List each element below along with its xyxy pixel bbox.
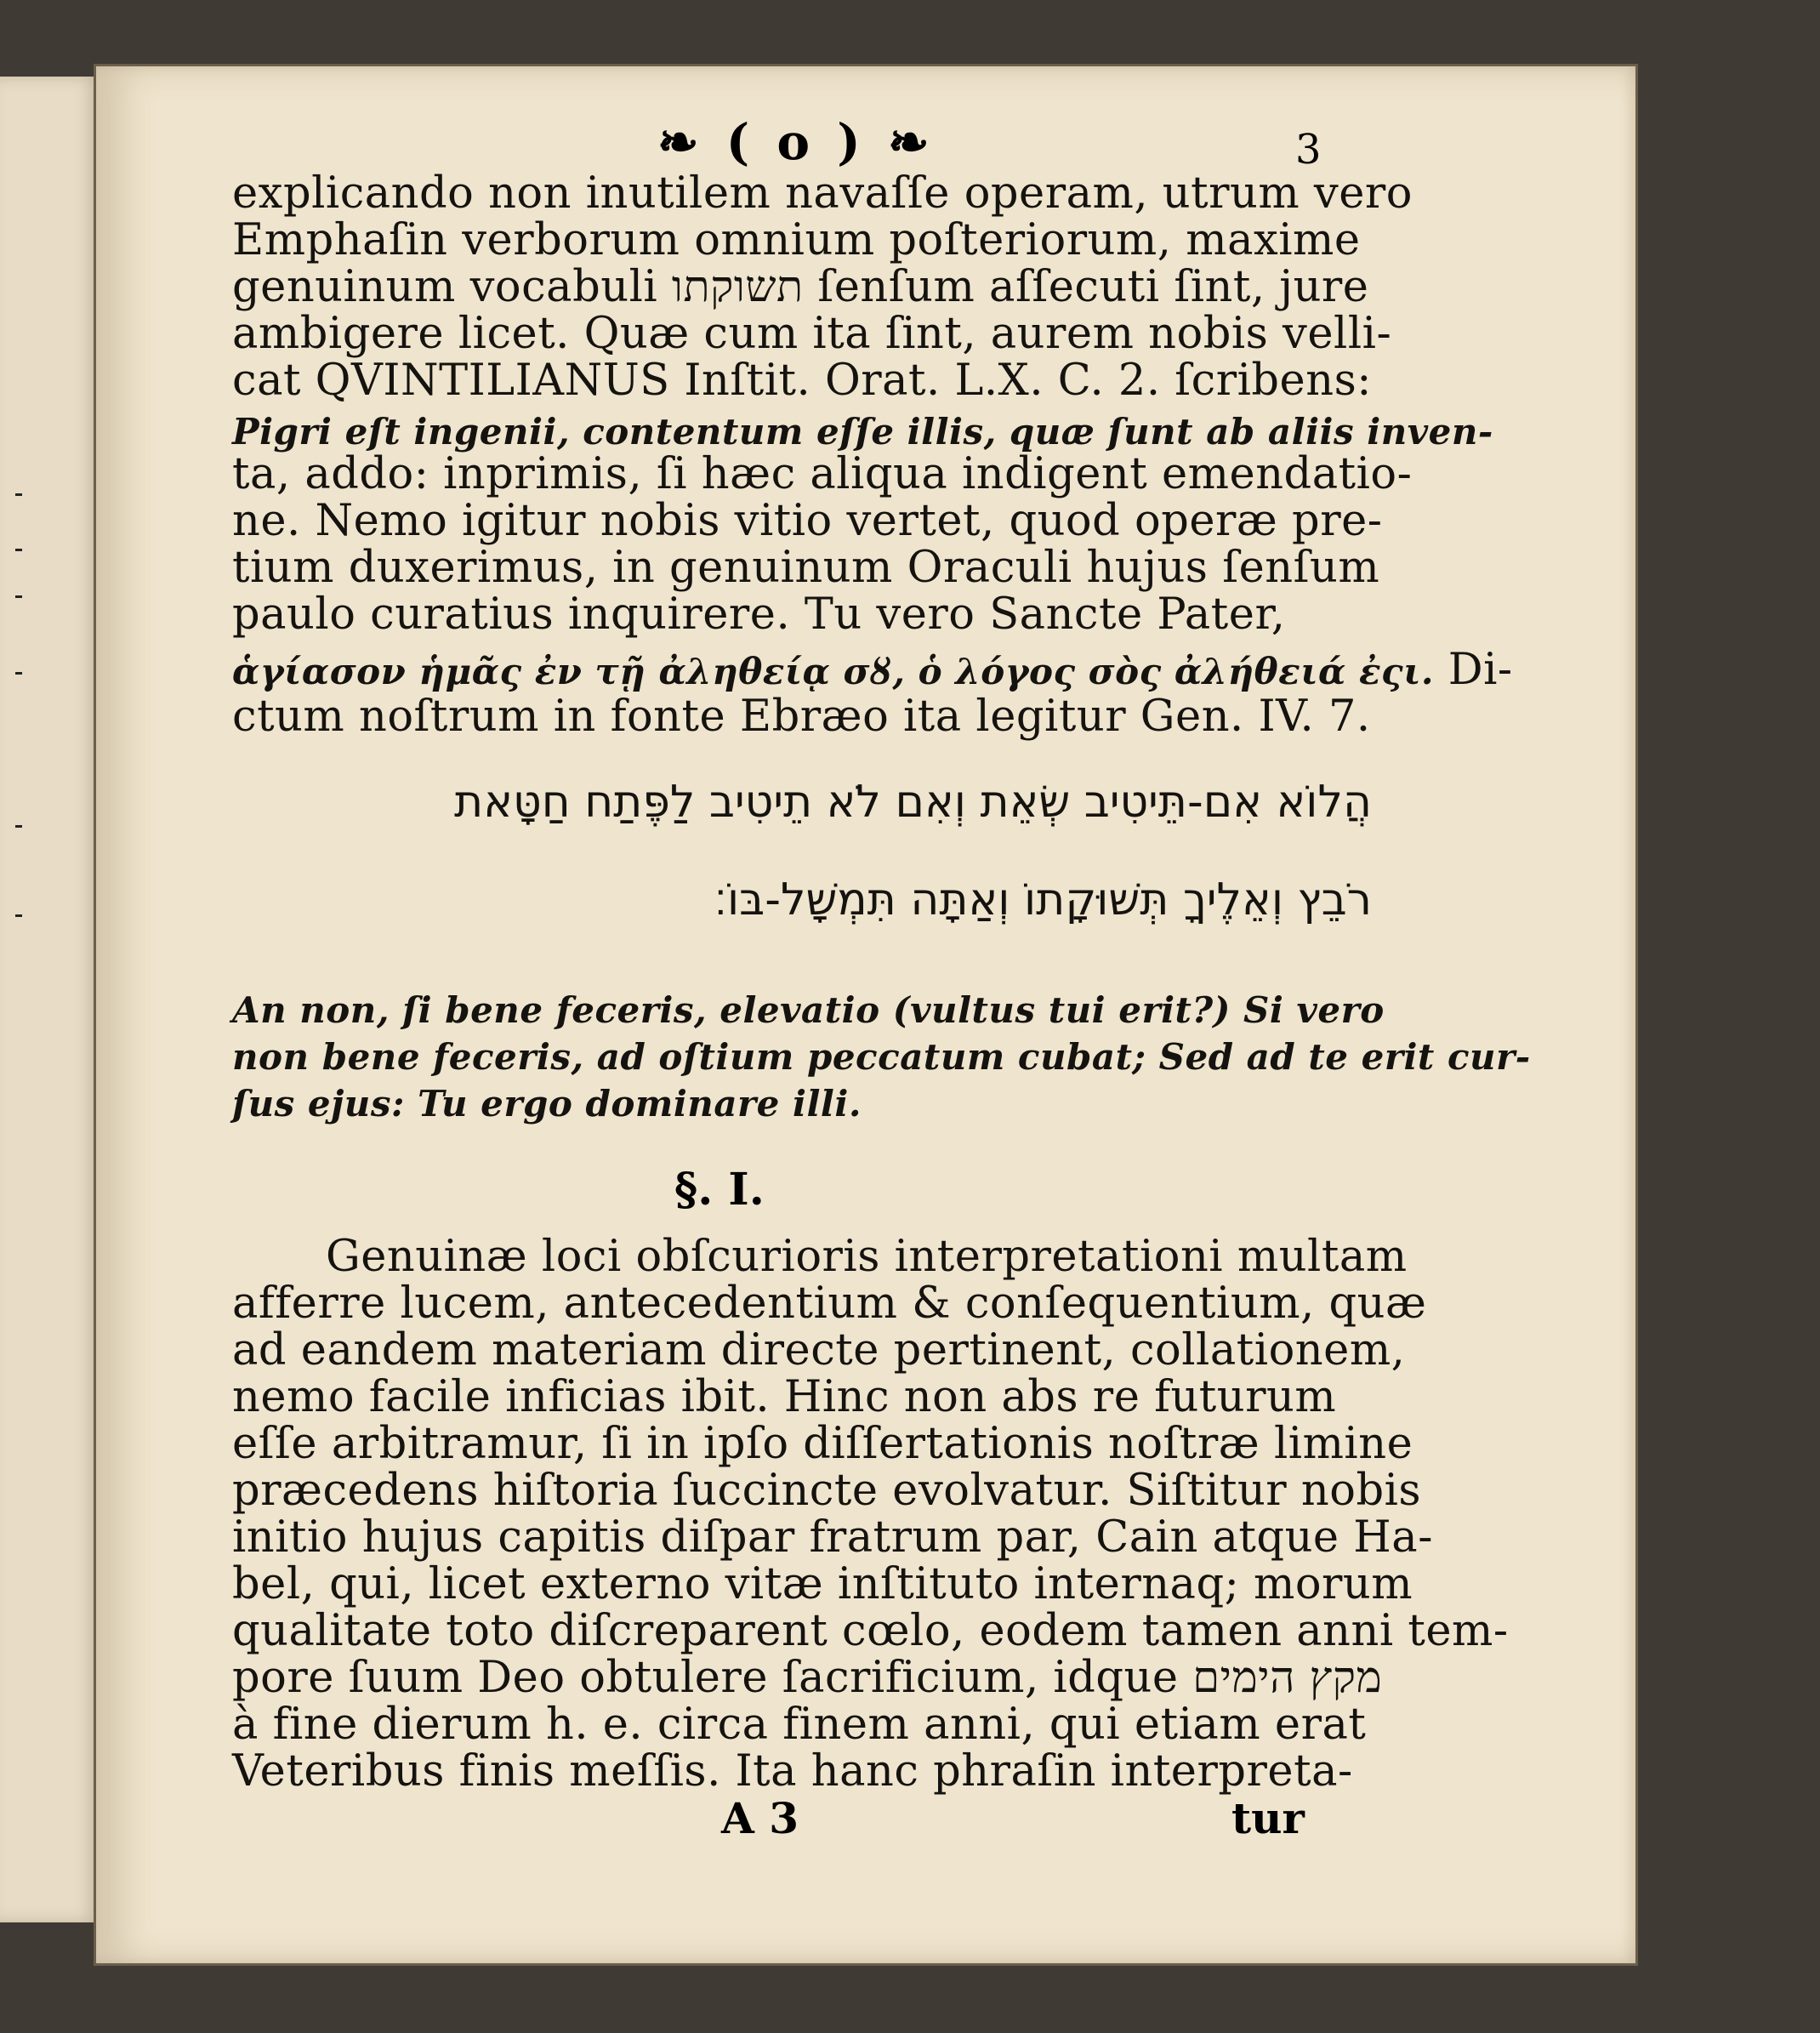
margin-mark <box>15 595 22 598</box>
text-fragment: Di- <box>1447 645 1513 695</box>
margin-mark <box>15 672 22 675</box>
text-line: genuinum vocabuli תשוקתו ſenſum aſſecuti ſint, jure <box>232 262 1369 312</box>
body-line: nemo facile inficias ibit. Hinc non abs re futurum <box>232 1372 1337 1422</box>
quotation-line: Pigri eſt ingenii, contentum eſſe illis, quæ ſunt ab aliis inven- <box>232 411 1493 453</box>
catchword: tur <box>1231 1793 1305 1843</box>
translation-line: ſus ejus: Tu ergo dominare illi. <box>232 1083 862 1125</box>
greek-quotation: ἁγίασον ἡμᾶς ἐν τῇ ἀληθείᾳ σȣ, ὁ λόγος σὸς ἀλήθειά ἐςι. <box>232 651 1435 692</box>
text-line: paulo curatius inquirere. Tu vero Sancte Pater, <box>232 589 1286 640</box>
left-page-edge <box>0 77 103 1922</box>
body-line: Veteribus finis meſſis. Ita hanc phraſin interpreta- <box>232 1746 1353 1797</box>
body-line: initio hujus capitis diſpar fratrum par, Cain atque Ha- <box>232 1512 1433 1563</box>
head-ornament: ❧ ( o ) ❧ <box>657 113 935 171</box>
body-line: bel, qui, licet externo vitæ inſtituto internaq; morum <box>232 1559 1413 1609</box>
margin-mark <box>15 549 22 551</box>
margin-mark <box>15 493 22 496</box>
hebrew-verse-line: רֹבֵץ וְאֵלֶיךָ תְּשׁוּקָתוֹ וְאַתָּה תִּמְשָׁל-בּוֹ׃ <box>714 874 1372 925</box>
translation-line: non bene feceris, ad oſtium peccatum cubat; Sed ad te erit cur- <box>232 1036 1531 1078</box>
page-number: 3 <box>1295 126 1322 174</box>
body-line: qualitate toto diſcreparent cœlo, eodem tamen anni tem- <box>232 1606 1509 1656</box>
body-line: à fine dierum h. e. circa finem anni, qui etiam erat <box>232 1700 1367 1750</box>
text-line: ambigere licet. Quæ cum ita ſint, aurem nobis velli- <box>232 309 1392 359</box>
body-line: præcedens hiſtoria ſuccincte evolvatur. Siſtitur nobis <box>232 1466 1422 1516</box>
body-line: ad eandem materiam directe pertinent, collationem, <box>232 1325 1406 1375</box>
body-line: pore ſuum Deo obtulere ſacrificium, idque מקץ הימים <box>232 1653 1383 1703</box>
section-heading: §. I. <box>674 1164 765 1216</box>
body-line: eſſe arbitramur, ſi in ipſo diſſertationis noſtræ limine <box>232 1419 1413 1469</box>
text-line: cat QVINTILIANUS Inſtit. Orat. L.X. C. 2. ſcribens: <box>232 356 1372 406</box>
margin-mark <box>15 825 22 828</box>
hebrew-verse-line: הֲלוֹא אִם-תֵּיטִיב שְׂאֵת וְאִם לֹא תֵיטִיב לַפֶּתַח חַטָּאת <box>454 777 1372 828</box>
translation-line: An non, ſi bene feceris, elevatio (vultus tui erit?) Si vero <box>232 989 1385 1031</box>
greek-line <box>232 645 1513 698</box>
text-line: explicando non inutilem navaſſe operam, utrum vero <box>232 168 1413 219</box>
margin-mark <box>15 914 22 917</box>
text-line: Emphaſin verborum omnium poſteriorum, maxime <box>232 215 1361 265</box>
signature-mark: A 3 <box>721 1793 799 1843</box>
text-line: ta, addo: inprimis, ſi hæc aliqua indigent emendatio- <box>232 449 1413 499</box>
body-line: Genuinæ loci obſcurioris interpretationi multam <box>326 1232 1408 1282</box>
text-line: ctum noſtrum in fonte Ebræo ita legitur Gen. IV. 7. <box>232 692 1371 742</box>
book-page <box>94 64 1638 1966</box>
text-line: tium duxerimus, in genuinum Oraculi hujus ſenſum <box>232 543 1380 593</box>
body-line: afferre lucem, antecedentium & conſequentium, quæ <box>232 1278 1427 1329</box>
text-line: ne. Nemo igitur nobis vitio vertet, quod operæ pre- <box>232 496 1383 546</box>
